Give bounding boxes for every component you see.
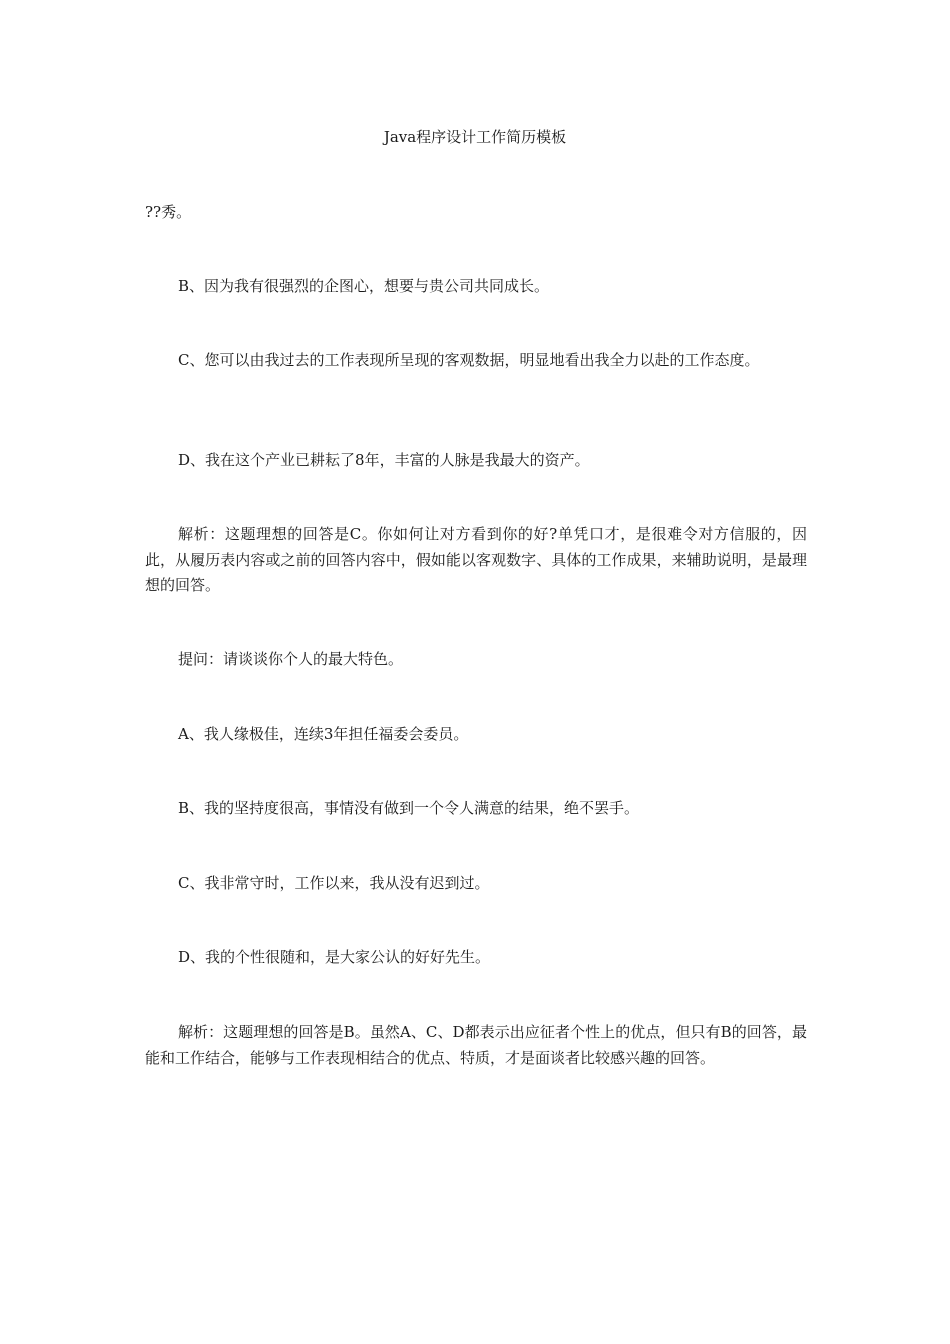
analysis-paragraph: 解析：这题理想的回答是B。虽然A、C、D都表示出应征者个性上的优点，但只有B的回答，最能和工作结合，能够与工作表现相结合的优点、特质，才是面谈者比较感兴趣的回答。 [145,1023,807,1067]
answer-option-d: D、我的个性很随和，是大家公认的好好先生。 [178,948,491,966]
answer-option-a: A、我人缘极佳，连续3年担任福委会委员。 [178,725,469,743]
answer-option-d: D、我在这个产业已耕耘了8年，丰富的人脉是我最大的资产。 [178,451,590,469]
answer-option-c: C、您可以由我过去的工作表现所呈现的客观数据，明显地看出我全力以赴的工作态度。 [178,351,760,369]
paragraph-fragment: ??秀。 [145,203,192,221]
document-title: Java程序设计工作简历模板 [383,128,567,146]
answer-option-b: B、我的坚持度很高，事情没有做到一个令人满意的结果，绝不罢手。 [178,799,640,817]
answer-option-b: B、因为我有很强烈的企图心，想要与贵公司共同成长。 [178,277,550,295]
answer-option-c: C、我非常守时，工作以来，我从没有迟到过。 [178,874,490,892]
question-paragraph: 提问：请谈谈你个人的最大特色。 [178,650,404,668]
analysis-paragraph: 解析：这题理想的回答是C。你如何让对方看到你的好?单凭口才，是很难令对方信服的，因此，从履历表内容或之前的回答内容中，假如能以客观数字、具体的工作成果，来辅助说明，是最理想的回答。 [145,525,807,594]
